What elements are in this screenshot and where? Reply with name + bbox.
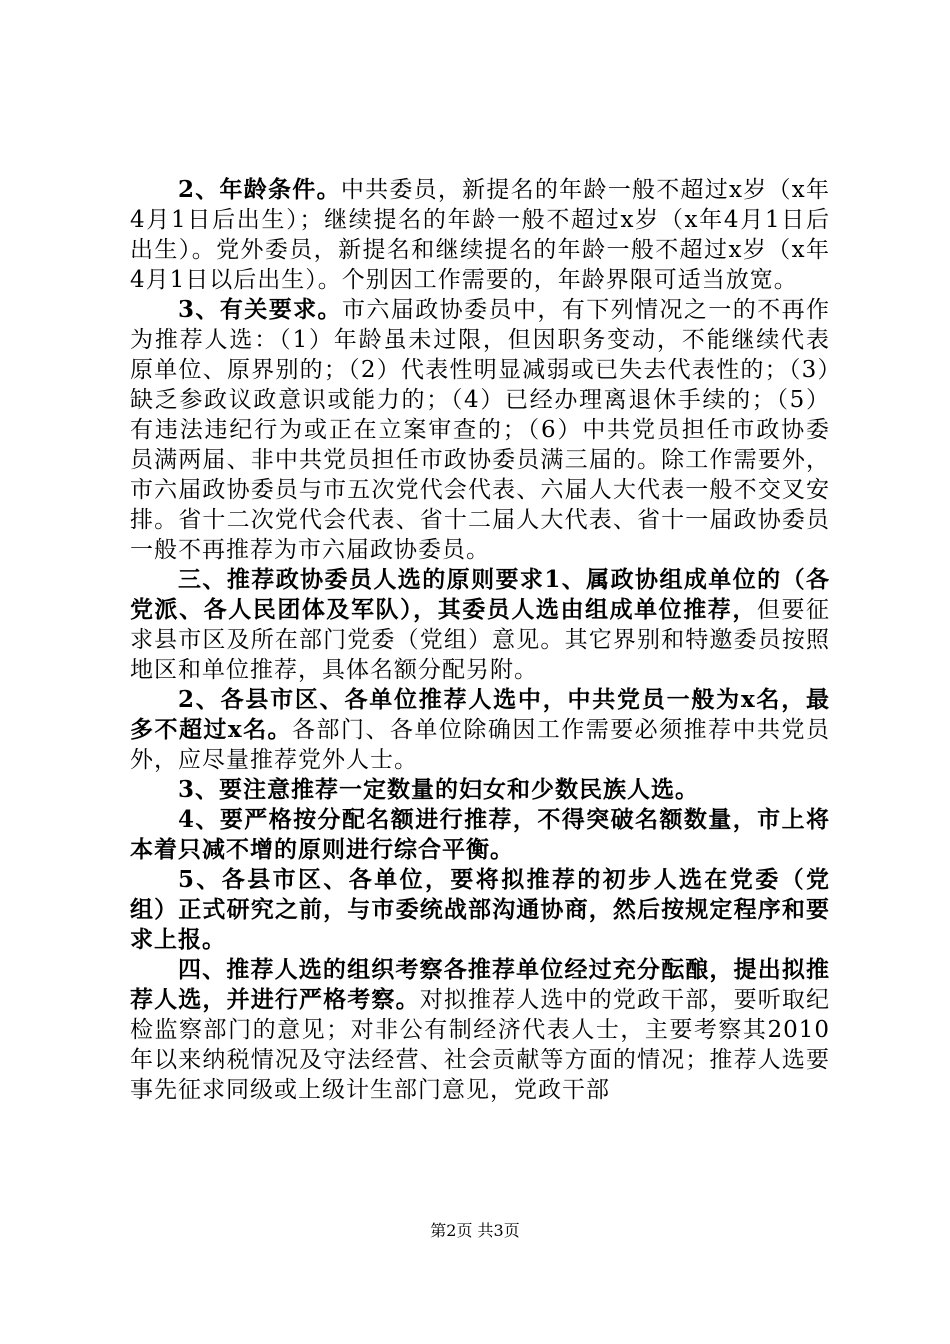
paragraph-text: 各部门、各单位除确因工作需要必须推荐中共党员外，应尽量推荐党外人士。 (130, 717, 831, 773)
paragraph-party-members (130, 685, 830, 775)
paragraph-women-minorities (130, 775, 830, 805)
paragraph-principles (130, 565, 830, 685)
paragraph-text: 市六届政协委员中，有下列情况之一的不再作为推荐人选：（1）年龄虽未过限，但因职务变动，不能继续代表原单位、原界别的；（2）代表性明显减弱或已失去代表性的；（3）缺乏参政议政意识或能力的；（4）已经办理离退休手续的；（5）有违法违纪行为或正在立案审查的；（6）中共党员担任市政协委员满两届、非中共党员担任市政协委员满三届的。除工作需要外，市六届政协委员与市五次党代会代表、六届人大代表一般不交叉安排。省十二次党代会代表、省十二届人大代表、省十一届政协委员一般不再推荐为市六届政协委员。 (130, 297, 830, 563)
paragraph-requirements (130, 295, 830, 565)
paragraph-heading: 2、各县市区、各单位推荐人选中，中共党员一般为x名，最多不超过x名。 (130, 686, 830, 743)
paragraph-heading: 2、年龄条件。 (178, 176, 341, 203)
page-footer: 第2页 共3页 (430, 1221, 520, 1240)
paragraph-text: 但要征求县市区及所在部门党委（党组）意见。其它界别和特邀委员按照地区和单位推荐，具体名额分配另附。 (130, 597, 831, 683)
paragraph-heading: 3、有关要求。 (178, 296, 342, 323)
paragraph-text: 对拟推荐人选中的党政干部，要听取纪检监察部门的意见；对非公有制经济代表人士，主要考察其2010年以来纳税情况及守法经营、社会贡献等方面的情况；推荐人选要事先征求同级或上级计生部门意见，党政干部 (130, 987, 831, 1103)
document-body (130, 175, 830, 1105)
paragraph-inspection (130, 955, 830, 1105)
paragraph-heading: 4、要严格按分配名额进行推荐，不得突破名额数量，市上将本着只减不增的原则进行综合平衡。 (130, 806, 830, 863)
paragraph-quota (130, 805, 830, 865)
paragraph-heading: 三、推荐政协委员人选的原则要求1、属政协组成单位的（各党派、各人民团体及军队），其委员人选由组成单位推荐， (130, 566, 830, 623)
paragraph-consultation (130, 865, 830, 955)
paragraph-age-conditions (130, 175, 830, 295)
paragraph-heading: 四、推荐人选的组织考察各推荐单位经过充分酝酿，提出拟推荐人选，并进行严格考察。 (130, 956, 830, 1013)
paragraph-text: 中共委员，新提名的年龄一般不超过x岁（x年4月1日后出生）；继续提名的年龄一般不超过x岁（x年4月1日后出生）。党外委员，新提名和继续提名的年龄一般不超过x岁（x年4月1日以后出生）。个别因工作需要的，年龄界限可适当放宽。 (130, 177, 830, 293)
paragraph-heading: 5、各县市区、各单位，要将拟推荐的初步人选在党委（党组）正式研究之前，与市委统战部沟通协商，然后按规定程序和要求上报。 (130, 866, 830, 953)
paragraph-heading: 3、要注意推荐一定数量的妇女和少数民族人选。 (178, 776, 700, 803)
